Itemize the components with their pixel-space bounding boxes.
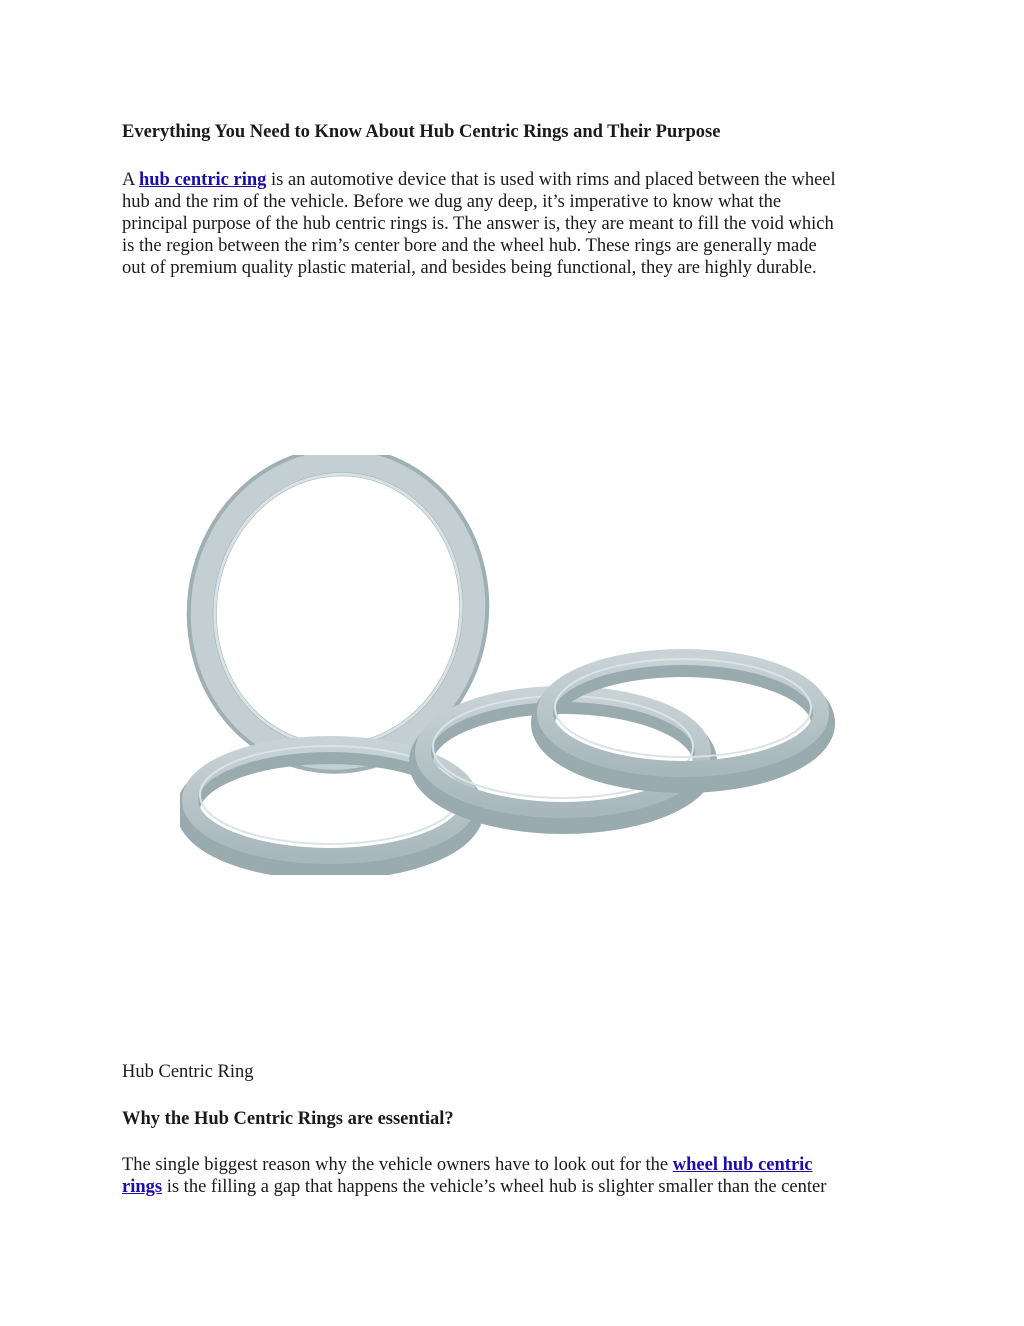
intro-line-4: is the region between the rim’s center bore and the wheel hub. These rings are generally made (122, 236, 817, 256)
section-text: The single biggest reason why the vehicle owners have to look out for the (122, 1155, 673, 1175)
section-paragraph (122, 1154, 902, 1198)
wheel-hub-centric-rings-link-cont[interactable]: rings (122, 1177, 163, 1197)
hub-centric-rings-image (180, 455, 840, 875)
intro-text: A (122, 170, 139, 190)
section-heading: Why the Hub Centric Rings are essential? (122, 1109, 454, 1129)
section-line-2 (122, 1176, 902, 1198)
document-title: Everything You Need to Know About Hub Centric Rings and Their Purpose (122, 122, 721, 142)
intro-line-1 (122, 169, 902, 191)
intro-paragraph (122, 169, 902, 279)
intro-text: is an automotive device that is used with rims and placed between the wheel (266, 170, 836, 190)
hub-centric-ring-link[interactable]: hub centric ring (138, 170, 267, 190)
image-caption: Hub Centric Ring (122, 1062, 254, 1082)
intro-line-2: hub and the rim of the vehicle. Before we dug any deep, it’s imperative to know what the (122, 192, 782, 212)
section-text: is the filling a gap that happens the vehicle’s wheel hub is slighter smaller than the center (162, 1177, 827, 1197)
intro-line-5: out of premium quality plastic material, and besides being functional, they are highly durable. (122, 258, 817, 278)
intro-line-3: principal purpose of the hub centric rings is. The answer is, they are meant to fill the void which (122, 214, 834, 234)
wheel-hub-centric-rings-link[interactable]: wheel hub centric (672, 1155, 813, 1175)
section-line-1 (122, 1154, 902, 1176)
